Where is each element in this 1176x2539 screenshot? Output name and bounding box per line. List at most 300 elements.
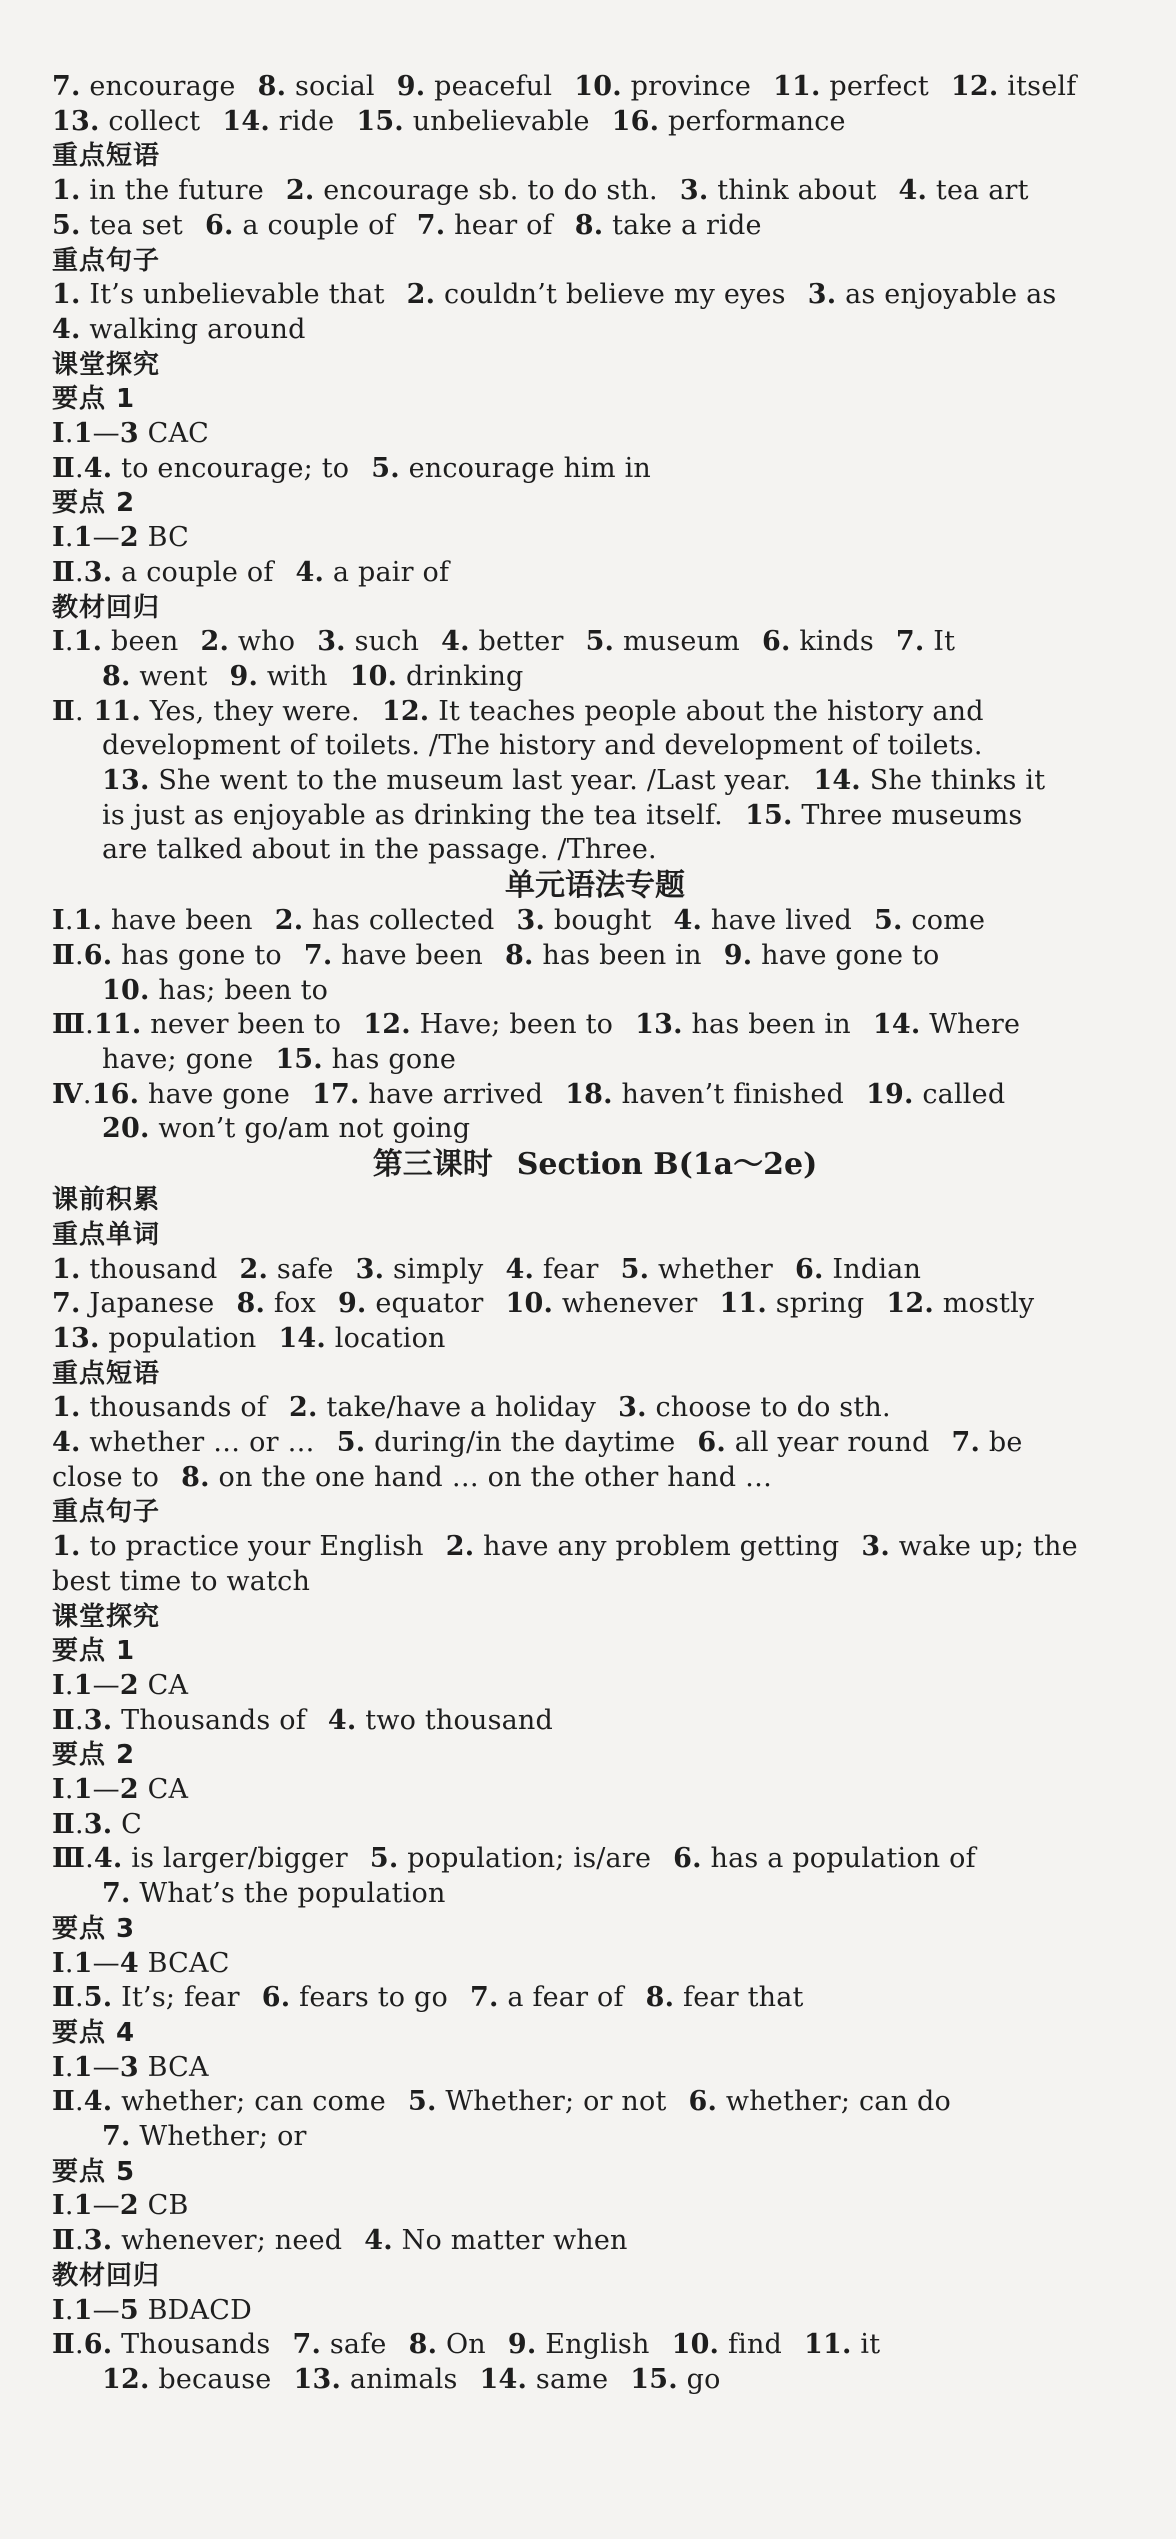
answer-text: safe xyxy=(268,1253,334,1285)
chapter-title-text: 第三课时 xyxy=(372,1147,493,1183)
part-numeral: Ⅱ xyxy=(52,2086,75,2118)
answer-text: . xyxy=(74,1982,84,2014)
answer-text: has been in xyxy=(533,939,702,971)
question-number: 5. xyxy=(83,1982,113,2014)
question-number: 6. xyxy=(688,2086,718,2118)
question-number: 7. xyxy=(102,2121,131,2153)
answer-text: Thousands xyxy=(112,2329,271,2361)
answer-text: two thousand xyxy=(356,1704,553,1736)
answer-line xyxy=(52,660,1138,695)
question-number: 1 xyxy=(73,2051,93,2083)
answer-line xyxy=(52,729,1138,764)
answer-text: as enjoyable as xyxy=(836,279,1057,311)
answer-text: . xyxy=(74,2225,84,2257)
answer-text: peaceful xyxy=(425,71,553,102)
answer-text: — xyxy=(92,522,120,554)
answer-text: perfect xyxy=(820,71,929,102)
question-number: 7. xyxy=(895,626,925,658)
part-numeral: Ⅱ xyxy=(52,695,75,727)
question-number: 14. xyxy=(479,2364,528,2395)
answer-text: walking around xyxy=(80,313,306,345)
question-number: 3. xyxy=(807,279,837,311)
answer-text: . xyxy=(64,1774,74,1806)
question-number: 4. xyxy=(505,1253,535,1285)
question-number: 4. xyxy=(898,175,928,207)
answer-text: population xyxy=(99,1322,257,1354)
answer-text: . xyxy=(64,2294,74,2326)
question-number: 8. xyxy=(181,1461,210,1493)
question-number: 2. xyxy=(274,905,304,937)
part-numeral: Ⅱ xyxy=(52,1704,75,1736)
answer-text: province xyxy=(621,71,752,102)
answer-text: a couple of xyxy=(112,556,274,588)
section-heading: 要点 2 xyxy=(52,488,136,519)
answer-text: have arrived xyxy=(359,1078,544,1110)
answer-text: same xyxy=(527,2364,609,2395)
answer-text: . xyxy=(64,2190,74,2222)
section-heading: 重点句子 xyxy=(52,245,161,276)
question-number: 1. xyxy=(52,1392,81,1424)
answer-text: mostly xyxy=(933,1288,1035,1320)
answer-text: a pair of xyxy=(324,556,450,588)
question-number: 7. xyxy=(469,1982,499,2014)
question-number: 2. xyxy=(285,175,315,207)
question-number: 5 xyxy=(119,2294,139,2326)
question-number: 8. xyxy=(645,1982,675,2014)
answer-text: went xyxy=(130,660,208,692)
answer-line xyxy=(52,2294,1138,2329)
answer-text: called xyxy=(913,1078,1006,1110)
answer-line xyxy=(52,1322,1138,1357)
answer-text: have gone to xyxy=(752,939,940,971)
question-number: 2. xyxy=(239,1253,269,1285)
answer-text: BC xyxy=(138,522,190,554)
answer-line xyxy=(52,625,1138,660)
answer-text: development of toilets. /The history and development of toilets. xyxy=(102,730,983,762)
part-numeral: Ⅱ xyxy=(52,2225,75,2257)
answer-text: such xyxy=(345,626,420,658)
answer-text: On xyxy=(437,2329,486,2361)
answer-text: . xyxy=(85,1843,94,1875)
question-number: 6. xyxy=(673,1843,702,1875)
question-number: 4. xyxy=(83,452,113,484)
answer-text: museum xyxy=(614,626,740,658)
answer-text: Japanese xyxy=(80,1288,215,1320)
answer-text: fears to go xyxy=(290,1982,448,2014)
question-number: 1. xyxy=(73,626,103,658)
part-numeral: Ⅱ xyxy=(52,452,75,484)
answer-text: . xyxy=(74,939,84,971)
question-number: 11. xyxy=(719,1288,768,1320)
answer-text: No matter when xyxy=(392,2225,628,2257)
answer-text: to encourage; to xyxy=(112,452,350,484)
answer-text: English xyxy=(536,2329,650,2361)
answer-text: Indian xyxy=(823,1253,922,1285)
question-number: 11. xyxy=(773,71,821,102)
question-number: 5. xyxy=(874,905,903,937)
part-numeral: Ⅰ xyxy=(52,1774,65,1806)
question-number: 12. xyxy=(950,71,999,102)
answer-text: whether … or … xyxy=(80,1427,315,1459)
question-number: 2. xyxy=(288,1392,318,1424)
answer-text: on the one hand … on the other hand … xyxy=(209,1461,773,1493)
question-number: 1 xyxy=(73,522,93,554)
answer-line xyxy=(52,521,1138,556)
answer-text: have been xyxy=(102,905,253,937)
answer-line xyxy=(52,2051,1138,2086)
question-number: 1 xyxy=(73,1669,93,1701)
question-number: 4. xyxy=(83,2086,113,2118)
answer-line xyxy=(52,1287,1138,1322)
answer-text: to practice your English xyxy=(80,1531,424,1563)
answer-text: She thinks it xyxy=(860,765,1046,797)
section-heading: 要点 4 xyxy=(52,2017,136,2048)
question-number: 13. xyxy=(52,1322,100,1354)
section-heading: 教材回归 xyxy=(52,592,161,623)
answer-text: animals xyxy=(341,2364,458,2395)
answer-line xyxy=(52,452,1138,487)
answer-text: . xyxy=(74,2329,84,2361)
answer-line xyxy=(52,904,1138,939)
question-number: 19. xyxy=(865,1078,914,1110)
question-number: 14. xyxy=(222,105,270,137)
answer-line xyxy=(52,1981,1138,2016)
question-number: 5. xyxy=(371,452,400,484)
answer-text: safe xyxy=(321,2329,387,2361)
question-number: 4. xyxy=(327,1704,357,1736)
answer-text: because xyxy=(149,2364,272,2395)
answer-line xyxy=(52,974,1138,1009)
answer-text: It’s unbelievable that xyxy=(80,279,385,311)
answer-text: is larger/bigger xyxy=(122,1843,348,1875)
question-number: 1. xyxy=(52,175,81,207)
section-heading: 课堂探究 xyxy=(52,1601,161,1632)
answer-text: She went to the museum last year. /Last year. xyxy=(149,765,792,797)
question-number: 3. xyxy=(83,1808,113,1840)
answer-line xyxy=(52,209,1138,244)
question-number: 6. xyxy=(795,1253,824,1285)
question-number: 9. xyxy=(229,660,259,692)
question-number: 7. xyxy=(102,1878,131,1910)
answer-text: with xyxy=(258,660,328,692)
question-number: 3. xyxy=(861,1531,890,1563)
answer-line xyxy=(52,799,1138,834)
question-number: 10. xyxy=(505,1288,554,1320)
section-heading: 要点 5 xyxy=(52,2156,136,2187)
question-number: 15. xyxy=(630,2364,678,2395)
answer-text: . xyxy=(74,1704,84,1736)
answer-text: It teaches people about the history and xyxy=(429,695,984,727)
answer-text: haven’t finished xyxy=(612,1078,844,1110)
section-heading: 重点短语 xyxy=(52,141,161,172)
answer-text: a fear of xyxy=(498,1982,624,2014)
answer-text: CB xyxy=(138,2190,189,2222)
question-number: 7. xyxy=(303,939,333,971)
question-number: 3. xyxy=(83,1704,113,1736)
question-number: 5. xyxy=(407,2086,437,2118)
answer-line xyxy=(52,1530,1138,1565)
answer-text: find xyxy=(719,2329,783,2361)
answer-text: kinds xyxy=(790,626,874,658)
answer-text: fear that xyxy=(674,1982,804,2014)
question-number: 3. xyxy=(516,905,546,937)
section-heading: 要点 3 xyxy=(52,1913,136,1944)
section-heading: 要点 2 xyxy=(52,1740,136,1771)
question-number: 2. xyxy=(200,626,230,658)
answer-text: all year round xyxy=(725,1427,930,1459)
answer-text: best time to watch xyxy=(52,1565,311,1597)
answer-text: It’s; fear xyxy=(112,1982,240,2014)
question-number: 3. xyxy=(355,1253,385,1285)
question-number: 10. xyxy=(349,660,398,692)
answer-line xyxy=(52,1426,1138,1461)
question-number: 12. xyxy=(381,695,430,727)
question-number: 9. xyxy=(337,1288,367,1320)
question-number: 4. xyxy=(441,626,470,658)
question-number: 8. xyxy=(574,209,604,241)
answer-text: thousand xyxy=(80,1253,218,1285)
question-number: 11. xyxy=(93,1009,142,1041)
question-number: 6. xyxy=(83,2329,113,2361)
answer-line xyxy=(52,417,1138,452)
answer-text: have any problem getting xyxy=(474,1531,840,1563)
answer-line xyxy=(52,556,1138,591)
answer-text: . xyxy=(74,556,84,588)
question-number: 8. xyxy=(408,2329,438,2361)
answer-text: . xyxy=(64,522,74,554)
question-number: 7. xyxy=(292,2329,322,2361)
section-heading: 重点句子 xyxy=(52,1497,161,1528)
question-number: 2 xyxy=(119,1774,139,1806)
question-number: 3. xyxy=(317,626,346,658)
answer-text: has; been to xyxy=(149,974,329,1006)
question-number: 12. xyxy=(363,1009,411,1041)
answer-text: — xyxy=(92,1947,120,1979)
answer-text: CA xyxy=(138,1774,189,1806)
answer-text: has gone to xyxy=(112,939,282,971)
answer-text: go xyxy=(677,2364,721,2395)
answer-text: hear of xyxy=(445,209,553,241)
answer-text: ride xyxy=(269,105,335,137)
answer-text: . xyxy=(64,905,74,937)
question-number: 1. xyxy=(52,1253,81,1285)
answer-text: BCAC xyxy=(138,1947,230,1979)
question-number: 5. xyxy=(369,1843,399,1875)
question-number: 6. xyxy=(261,1982,291,2014)
answer-text: Yes, they were. xyxy=(140,695,360,727)
answer-text: CAC xyxy=(138,418,210,450)
question-number: 6. xyxy=(761,626,791,658)
question-number: 16. xyxy=(611,105,660,137)
question-number: 13. xyxy=(102,765,150,797)
answer-text: . xyxy=(74,695,84,727)
answer-text: is just as enjoyable as drinking the tea itself. xyxy=(102,799,723,831)
question-number: 3. xyxy=(679,175,709,207)
question-number: 4 xyxy=(119,1947,139,1979)
question-number: 4. xyxy=(52,1427,81,1459)
answer-text: CA xyxy=(138,1669,189,1701)
answer-text: whether; can come xyxy=(112,2086,386,2118)
question-number: 4. xyxy=(52,313,81,345)
question-number: 6. xyxy=(697,1427,726,1459)
answer-text: fox xyxy=(265,1288,316,1320)
part-numeral: Ⅲ xyxy=(52,1843,86,1875)
chapter-title-section: Section B(1a～2e) xyxy=(516,1147,818,1183)
answer-text: has been in xyxy=(682,1009,851,1041)
answer-line xyxy=(52,1808,1138,1843)
answer-line xyxy=(52,1565,1138,1600)
part-numeral: Ⅰ xyxy=(52,522,65,554)
section-heading: 重点单词 xyxy=(52,1219,161,1250)
part-numeral: Ⅱ xyxy=(52,1808,75,1840)
question-number: 2. xyxy=(406,279,436,311)
question-number: 1 xyxy=(73,1774,93,1806)
question-number: 15. xyxy=(744,799,793,831)
question-number: 3. xyxy=(618,1392,647,1424)
answer-line xyxy=(52,939,1138,974)
question-number: 17. xyxy=(312,1078,360,1110)
answer-line xyxy=(52,1253,1138,1288)
answer-text: have lived xyxy=(702,905,853,937)
answer-line xyxy=(52,2224,1138,2259)
answer-text: encourage xyxy=(80,71,236,102)
question-number: 8. xyxy=(102,660,131,692)
question-number: 13. xyxy=(52,105,100,137)
answer-text: . xyxy=(64,1669,74,1701)
answer-text: been xyxy=(102,626,179,658)
question-number: 7. xyxy=(416,209,446,241)
chapter-title xyxy=(52,1147,1138,1183)
answer-line xyxy=(52,1842,1138,1877)
answer-text: equator xyxy=(366,1288,484,1320)
chapter-title xyxy=(52,868,1138,904)
question-number: 3 xyxy=(119,418,139,450)
answer-text: . xyxy=(74,1808,84,1840)
answer-text: in the future xyxy=(80,175,264,207)
question-number: 14. xyxy=(872,1009,921,1041)
part-numeral: Ⅰ xyxy=(52,1669,65,1701)
answer-text: — xyxy=(92,2294,120,2326)
answer-line xyxy=(52,313,1138,348)
question-number: 11. xyxy=(83,695,141,727)
answer-line xyxy=(52,1461,1138,1496)
answer-text: have gone xyxy=(139,1078,291,1110)
answer-text: . xyxy=(74,2086,84,2118)
question-number: 5. xyxy=(52,209,81,241)
answer-text: are talked about in the passage. /Three. xyxy=(102,834,657,866)
question-number: 4. xyxy=(673,905,703,937)
answer-text: . xyxy=(64,418,74,450)
answer-text: — xyxy=(92,1774,120,1806)
answer-text: collect xyxy=(99,105,201,137)
answer-text: be xyxy=(980,1427,1023,1459)
section-heading: 课前积累 xyxy=(52,1185,161,1216)
answer-text: . xyxy=(64,1947,74,1979)
part-numeral: Ⅰ xyxy=(52,418,65,450)
answer-text: a couple of xyxy=(233,209,395,241)
answer-text: whether xyxy=(649,1253,773,1285)
answer-line xyxy=(52,1773,1138,1808)
question-number: 13. xyxy=(293,2364,342,2395)
question-number: 5. xyxy=(336,1427,366,1459)
question-number: 2 xyxy=(119,1669,139,1701)
question-number: 10. xyxy=(574,71,622,102)
question-number: 2 xyxy=(119,2190,139,2222)
answer-line xyxy=(52,278,1138,313)
answer-text: encourage sb. to do sth. xyxy=(314,175,658,207)
answer-text: won’t go/am not going xyxy=(149,1113,471,1145)
question-number: 11. xyxy=(804,2329,852,2361)
question-number: 1. xyxy=(52,1531,81,1563)
answer-text: — xyxy=(92,1669,120,1701)
answer-text: Whether; or not xyxy=(436,2086,667,2118)
part-numeral: Ⅳ xyxy=(52,1078,83,1110)
answer-line xyxy=(52,1669,1138,1704)
answer-text: BCA xyxy=(138,2051,209,2083)
answer-text: Thousands of xyxy=(112,1704,306,1736)
question-number: 9. xyxy=(396,71,426,102)
answer-text: performance xyxy=(659,105,846,137)
answer-text: better xyxy=(469,626,564,658)
question-number: 4. xyxy=(364,2225,393,2257)
answer-text: C xyxy=(112,1808,143,1840)
question-number: 3. xyxy=(83,556,113,588)
question-number: 4. xyxy=(93,1843,123,1875)
question-number: 3 xyxy=(119,2051,139,2083)
part-numeral: Ⅱ xyxy=(52,2329,75,2361)
answer-line xyxy=(52,2120,1138,2155)
section-heading: 重点短语 xyxy=(52,1358,161,1389)
answer-text: Whether; or xyxy=(130,2121,307,2153)
question-number: 5. xyxy=(620,1253,650,1285)
part-numeral: Ⅰ xyxy=(52,905,65,937)
answer-line xyxy=(52,695,1138,730)
answer-text: fear xyxy=(534,1253,599,1285)
answer-line xyxy=(52,1704,1138,1739)
question-number: 13. xyxy=(635,1009,683,1041)
question-number: 1 xyxy=(73,2294,93,2326)
answer-line xyxy=(52,2085,1138,2120)
answer-text: simply xyxy=(384,1253,484,1285)
answer-text: whenever xyxy=(553,1288,698,1320)
answer-text: wake up; the xyxy=(889,1531,1078,1563)
answer-text: choose to do sth. xyxy=(646,1392,891,1424)
question-number: 12. xyxy=(102,2364,150,2395)
answer-text: . xyxy=(82,1078,92,1110)
answer-line xyxy=(52,1078,1138,1113)
question-number: 6. xyxy=(83,939,113,971)
answer-line xyxy=(52,764,1138,799)
part-numeral: Ⅰ xyxy=(52,2294,65,2326)
part-numeral: Ⅱ xyxy=(52,939,75,971)
answer-text: — xyxy=(92,2051,120,2083)
answer-text: take a ride xyxy=(603,209,762,241)
question-number: 2. xyxy=(445,1531,475,1563)
answer-text: whether; can do xyxy=(717,2086,951,2118)
answer-text: It xyxy=(924,626,956,658)
answer-text: whenever; need xyxy=(112,2225,343,2257)
answer-text: social xyxy=(286,71,375,102)
answer-text: encourage him in xyxy=(399,452,652,484)
answer-line xyxy=(52,1877,1138,1912)
question-number: 1 xyxy=(73,418,93,450)
answer-line xyxy=(52,1043,1138,1078)
answer-line xyxy=(52,1947,1138,1982)
answer-text: has collected xyxy=(303,905,495,937)
answer-line xyxy=(52,833,1138,868)
answer-text: tea art xyxy=(927,175,1029,207)
section-heading: 要点 1 xyxy=(52,384,136,415)
